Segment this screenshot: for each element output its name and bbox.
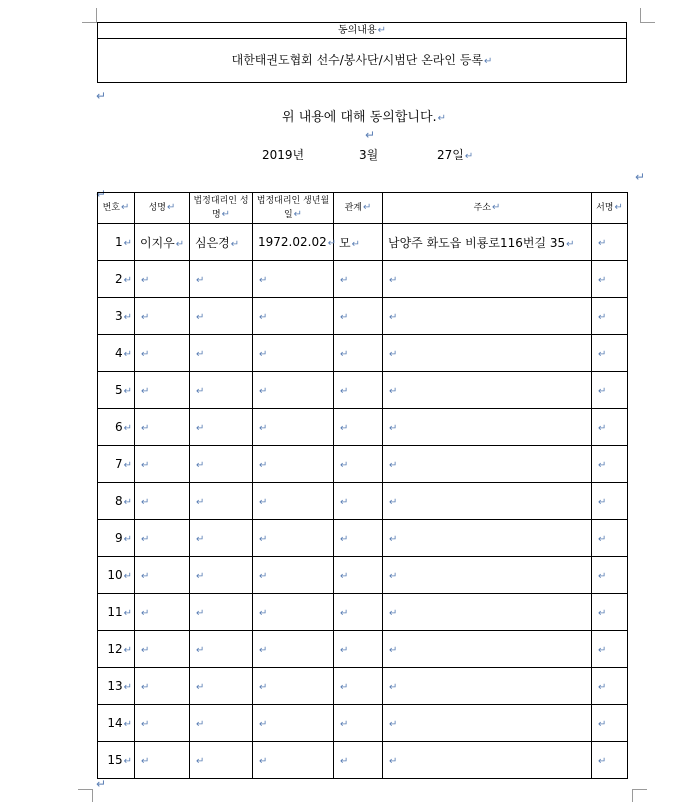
- table-row: [98, 705, 628, 742]
- cell-number: [98, 446, 135, 483]
- paragraph-mark: ↵: [196, 275, 205, 286]
- header-signature: [592, 193, 628, 224]
- page-corner-mark: [78, 789, 93, 802]
- cell-name: [135, 742, 190, 779]
- paragraph-mark: ↵: [437, 113, 447, 124]
- paragraph-mark: ↵: [259, 756, 268, 767]
- cell-text: 8: [114, 494, 123, 508]
- paragraph-mark: ↵: [598, 534, 607, 545]
- cell-guardian-birthdate: [253, 557, 334, 594]
- cell-guardian-birthdate: [253, 742, 334, 779]
- consent-header: [98, 23, 626, 39]
- paragraph-mark: ↵: [259, 312, 268, 323]
- paragraph-mark: ↵: [598, 312, 607, 323]
- cell-number: [98, 668, 135, 705]
- paragraph-mark: ↵: [259, 386, 268, 397]
- paragraph-mark: ↵: [123, 645, 132, 656]
- paragraph-mark: ↵: [340, 349, 349, 360]
- paragraph-mark: ↵: [598, 645, 607, 656]
- consent-header-text: 동의내용: [337, 25, 377, 36]
- cell-text: 11: [107, 605, 123, 619]
- agree-statement: [282, 106, 446, 125]
- paragraph-mark: ↵: [196, 719, 205, 730]
- table-row: [98, 557, 628, 594]
- paragraph-mark: ↵: [259, 349, 268, 360]
- paragraph-mark: ↵: [141, 608, 150, 619]
- paragraph-mark: ↵: [123, 534, 132, 545]
- paragraph-mark: ↵: [259, 608, 268, 619]
- cell-guardian-name: [190, 705, 253, 742]
- paragraph-mark: ↵: [123, 460, 132, 471]
- table-row: [98, 520, 628, 557]
- paragraph-mark: ↵: [365, 128, 376, 142]
- cell-name: [135, 557, 190, 594]
- paragraph-mark: ↵: [598, 275, 607, 286]
- table-row: [98, 409, 628, 446]
- paragraph-mark: ↵: [141, 645, 150, 656]
- cell-guardian-birthdate: [253, 446, 334, 483]
- cell-signature: [592, 409, 628, 446]
- paragraph-mark: ↵: [141, 349, 150, 360]
- cell-name: [135, 668, 190, 705]
- cell-signature: [592, 335, 628, 372]
- cell-guardian-birthdate: [253, 261, 334, 298]
- paragraph-mark: ↵: [377, 25, 387, 36]
- cell-guardian-birthdate: [253, 335, 334, 372]
- paragraph-mark: ↵: [96, 777, 107, 791]
- paragraph-mark: ↵: [123, 386, 132, 397]
- paragraph-mark: ↵: [293, 208, 303, 220]
- cell-name: [135, 594, 190, 631]
- cell-number: [98, 372, 135, 409]
- cell-relation: [334, 446, 383, 483]
- table-row: [98, 742, 628, 779]
- paragraph-mark: ↵: [175, 238, 185, 250]
- paragraph-mark: ↵: [259, 497, 268, 508]
- cell-relation: [334, 224, 383, 261]
- paragraph-mark: ↵: [141, 423, 150, 434]
- paragraph-mark: ↵: [196, 460, 205, 471]
- table-row: [98, 261, 628, 298]
- paragraph-mark: ↵: [141, 571, 150, 582]
- cell-number: [98, 594, 135, 631]
- table-row: [98, 668, 628, 705]
- paragraph-mark: ↵: [340, 312, 349, 323]
- paragraph-mark: ↵: [340, 423, 349, 434]
- paragraph-mark: ↵: [389, 460, 398, 471]
- cell-guardian-name: [190, 742, 253, 779]
- paragraph-mark: ↵: [598, 497, 607, 508]
- paragraph-mark: ↵: [123, 312, 132, 323]
- paragraph-mark: ↵: [389, 349, 398, 360]
- consent-body-text: 대한태권도협회 선수/봉사단/시범단 온라인 등록: [231, 53, 483, 67]
- paragraph-mark: ↵: [598, 719, 607, 730]
- paragraph-mark: ↵: [141, 682, 150, 693]
- cell-relation: [334, 742, 383, 779]
- cell-signature: [592, 483, 628, 520]
- paragraph-mark: ↵: [598, 608, 607, 619]
- paragraph-mark: ↵: [141, 312, 150, 323]
- paragraph-mark: ↵: [598, 756, 607, 767]
- table-row: [98, 483, 628, 520]
- paragraph-mark: ↵: [464, 151, 474, 162]
- paragraph-mark: ↵: [340, 275, 349, 286]
- cell-text: 7: [114, 457, 123, 471]
- cell-guardian-birthdate: [253, 631, 334, 668]
- paragraph-mark: ↵: [123, 682, 132, 693]
- paragraph-mark: ↵: [123, 349, 132, 360]
- paragraph-mark: ↵: [389, 682, 398, 693]
- cell-guardian-birthdate: [253, 705, 334, 742]
- paragraph-mark: ↵: [389, 645, 398, 656]
- cell-number: [98, 520, 135, 557]
- cell-signature: [592, 668, 628, 705]
- table-row: [98, 335, 628, 372]
- paragraph-mark: ↵: [259, 423, 268, 434]
- paragraph-mark: ↵: [389, 608, 398, 619]
- paragraph-mark: ↵: [340, 682, 349, 693]
- cell-guardian-name: [190, 409, 253, 446]
- cell-name: [135, 520, 190, 557]
- cell-number: [98, 261, 135, 298]
- cell-text: 9: [114, 531, 123, 545]
- cell-number: [98, 335, 135, 372]
- cell-text: 14: [107, 716, 123, 730]
- cell-text: 6: [114, 420, 123, 434]
- paragraph-mark: ↵: [196, 756, 205, 767]
- paragraph-mark: ↵: [123, 608, 132, 619]
- cell-text: 13: [107, 679, 123, 693]
- paragraph-mark: ↵: [196, 349, 205, 360]
- header-label: 법정대리인 성명: [193, 195, 249, 220]
- cell-signature: [592, 446, 628, 483]
- cell-text: 15: [107, 753, 123, 767]
- paragraph-mark: ↵: [259, 534, 268, 545]
- cell-guardian-name: [190, 261, 253, 298]
- cell-name: [135, 224, 190, 261]
- cell-guardian-name: [190, 335, 253, 372]
- date-month: 3월: [359, 148, 379, 162]
- cell-address: [383, 409, 592, 446]
- table-row: [98, 594, 628, 631]
- consent-box: [97, 22, 627, 83]
- paragraph-mark: ↵: [389, 312, 398, 323]
- paragraph-mark: ↵: [141, 497, 150, 508]
- cell-signature: [592, 261, 628, 298]
- cell-text: 5: [114, 383, 123, 397]
- paragraph-mark: ↵: [259, 460, 268, 471]
- cell-address: [383, 224, 592, 261]
- cell-address: [383, 335, 592, 372]
- cell-relation: [334, 372, 383, 409]
- paragraph-mark: ↵: [340, 756, 349, 767]
- cell-text: 이지우: [140, 235, 175, 250]
- cell-address: [383, 705, 592, 742]
- cell-text: 심은경: [195, 235, 230, 250]
- paragraph-mark: ↵: [141, 386, 150, 397]
- cell-text: 1: [114, 235, 123, 249]
- cell-guardian-name: [190, 298, 253, 335]
- paragraph-mark: ↵: [389, 719, 398, 730]
- cell-relation: [334, 631, 383, 668]
- registration-table: [97, 192, 628, 779]
- cell-signature: [592, 705, 628, 742]
- cell-number: [98, 742, 135, 779]
- header-label: 번호: [102, 203, 120, 213]
- header-label: 주소: [473, 203, 491, 213]
- paragraph-mark: ↵: [492, 202, 501, 213]
- cell-number: [98, 224, 135, 261]
- table-row: [98, 446, 628, 483]
- table-row: [98, 224, 628, 261]
- paragraph-mark: ↵: [598, 238, 607, 249]
- paragraph-mark: ↵: [340, 497, 349, 508]
- cell-relation: [334, 335, 383, 372]
- cell-name: [135, 705, 190, 742]
- cell-guardian-birthdate: [253, 409, 334, 446]
- paragraph-mark: ↵: [351, 238, 360, 250]
- cell-relation: [334, 668, 383, 705]
- header-address: [383, 193, 592, 224]
- paragraph-mark: ↵: [123, 238, 132, 249]
- paragraph-mark: ↵: [389, 386, 398, 397]
- cell-text: 모: [339, 235, 351, 250]
- date-day: [437, 146, 473, 163]
- table-header-row: [98, 193, 628, 224]
- paragraph-mark: ↵: [483, 56, 493, 67]
- cell-guardian-name: [190, 520, 253, 557]
- paragraph-mark: ↵: [259, 682, 268, 693]
- cell-address: [383, 261, 592, 298]
- paragraph-mark: ↵: [340, 719, 349, 730]
- cell-guardian-name: [190, 668, 253, 705]
- header-guardian-birthdate: [253, 193, 334, 224]
- cell-name: [135, 631, 190, 668]
- paragraph-mark: ↵: [340, 645, 349, 656]
- paragraph-mark: ↵: [389, 571, 398, 582]
- paragraph-mark: ↵: [96, 89, 107, 103]
- consent-body: [98, 39, 626, 83]
- cell-address: [383, 668, 592, 705]
- cell-signature: [592, 520, 628, 557]
- cell-relation: [334, 705, 383, 742]
- paragraph-mark: ↵: [327, 238, 337, 249]
- cell-text: 4: [114, 346, 123, 360]
- cell-number: [98, 298, 135, 335]
- cell-address: [383, 446, 592, 483]
- paragraph-mark: ↵: [196, 534, 205, 545]
- page-corner-mark: [640, 8, 655, 23]
- cell-guardian-birthdate: [253, 372, 334, 409]
- cell-guardian-name: [190, 224, 253, 261]
- cell-signature: [592, 224, 628, 261]
- paragraph-mark: ↵: [340, 608, 349, 619]
- header-label: 법정대리인 생년월일: [256, 195, 330, 220]
- cell-signature: [592, 372, 628, 409]
- cell-name: [135, 335, 190, 372]
- cell-address: [383, 557, 592, 594]
- header-relation: [334, 193, 383, 224]
- cell-signature: [592, 298, 628, 335]
- cell-relation: [334, 557, 383, 594]
- cell-relation: [334, 520, 383, 557]
- paragraph-mark: ↵: [196, 386, 205, 397]
- paragraph-mark: ↵: [123, 275, 132, 286]
- date-year: 2019년: [262, 148, 305, 162]
- header-label: 관계: [344, 203, 362, 213]
- paragraph-mark: ↵: [96, 187, 107, 201]
- paragraph-mark: ↵: [259, 645, 268, 656]
- paragraph-mark: ↵: [389, 756, 398, 767]
- paragraph-mark: ↵: [123, 497, 132, 508]
- cell-text: 10: [107, 568, 123, 582]
- paragraph-mark: ↵: [340, 571, 349, 582]
- header-name: [135, 193, 190, 224]
- cell-signature: [592, 742, 628, 779]
- cell-address: [383, 742, 592, 779]
- cell-guardian-name: [190, 483, 253, 520]
- page-corner-mark: [82, 8, 97, 23]
- table-row: [98, 298, 628, 335]
- cell-signature: [592, 557, 628, 594]
- cell-number: [98, 409, 135, 446]
- cell-text: 남양주 화도읍 비룡로116번길 35: [388, 235, 566, 250]
- paragraph-mark: ↵: [340, 460, 349, 471]
- cell-name: [135, 483, 190, 520]
- cell-relation: [334, 298, 383, 335]
- header-guardian-name: [190, 193, 253, 224]
- cell-address: [383, 298, 592, 335]
- cell-address: [383, 631, 592, 668]
- cell-guardian-name: [190, 557, 253, 594]
- cell-text: 2: [114, 272, 123, 286]
- header-label: 서명: [596, 203, 614, 213]
- paragraph-mark: ↵: [141, 275, 150, 286]
- paragraph-mark: ↵: [340, 386, 349, 397]
- cell-guardian-birthdate: [253, 520, 334, 557]
- paragraph-mark: ↵: [389, 423, 398, 434]
- paragraph-mark: ↵: [121, 202, 130, 213]
- paragraph-mark: ↵: [221, 208, 231, 220]
- paragraph-mark: ↵: [598, 386, 607, 397]
- paragraph-mark: ↵: [196, 608, 205, 619]
- cell-guardian-name: [190, 372, 253, 409]
- cell-address: [383, 372, 592, 409]
- paragraph-mark: ↵: [123, 423, 132, 434]
- paragraph-mark: ↵: [389, 534, 398, 545]
- paragraph-mark: ↵: [196, 497, 205, 508]
- paragraph-mark: ↵: [363, 202, 372, 213]
- paragraph-mark: ↵: [389, 275, 398, 286]
- cell-text: 3: [114, 309, 123, 323]
- paragraph-mark: ↵: [259, 571, 268, 582]
- cell-guardian-name: [190, 446, 253, 483]
- cell-guardian-birthdate: [253, 483, 334, 520]
- paragraph-mark: ↵: [123, 571, 132, 582]
- paragraph-mark: ↵: [340, 534, 349, 545]
- paragraph-mark: ↵: [141, 534, 150, 545]
- cell-relation: [334, 261, 383, 298]
- paragraph-mark: ↵: [598, 423, 607, 434]
- cell-text: 1972.02.02: [258, 235, 327, 249]
- cell-name: [135, 298, 190, 335]
- paragraph-mark: ↵: [196, 645, 205, 656]
- paragraph-mark: ↵: [123, 756, 132, 767]
- agree-text: 위 내용에 대해 동의합니다.: [282, 110, 437, 125]
- cell-signature: [592, 594, 628, 631]
- cell-relation: [334, 594, 383, 631]
- cell-relation: [334, 483, 383, 520]
- cell-number: [98, 631, 135, 668]
- paragraph-mark: ↵: [167, 202, 176, 213]
- paragraph-mark: ↵: [598, 460, 607, 471]
- paragraph-mark: ↵: [196, 312, 205, 323]
- cell-number: [98, 557, 135, 594]
- table-body: [98, 224, 628, 779]
- cell-name: [135, 409, 190, 446]
- table-row: [98, 631, 628, 668]
- cell-address: [383, 483, 592, 520]
- paragraph-mark: ↵: [196, 682, 205, 693]
- cell-number: [98, 705, 135, 742]
- paragraph-mark: ↵: [141, 756, 150, 767]
- paragraph-mark: ↵: [196, 423, 205, 434]
- cell-name: [135, 261, 190, 298]
- paragraph-mark: ↵: [141, 460, 150, 471]
- date-day-text: 27일: [437, 148, 464, 162]
- paragraph-mark: ↵: [123, 719, 132, 730]
- paragraph-mark: ↵: [614, 202, 623, 213]
- cell-guardian-birthdate: [253, 224, 337, 261]
- header-label: 성명: [148, 203, 166, 213]
- header-number: [98, 193, 135, 224]
- cell-relation: [334, 409, 383, 446]
- cell-address: [383, 520, 592, 557]
- cell-guardian-birthdate: [253, 298, 334, 335]
- paragraph-mark: ↵: [141, 719, 150, 730]
- cell-number: [98, 483, 135, 520]
- cell-name: [135, 372, 190, 409]
- paragraph-mark: ↵: [598, 682, 607, 693]
- paragraph-mark: ↵: [635, 170, 646, 184]
- cell-signature: [592, 631, 628, 668]
- page-corner-mark: [632, 789, 647, 802]
- paragraph-mark: ↵: [389, 497, 398, 508]
- paragraph-mark: ↵: [196, 571, 205, 582]
- cell-text: 12: [107, 642, 123, 656]
- cell-address: [383, 594, 592, 631]
- cell-name: [135, 446, 190, 483]
- cell-guardian-name: [190, 631, 253, 668]
- paragraph-mark: ↵: [230, 238, 240, 250]
- cell-guardian-name: [190, 594, 253, 631]
- paragraph-mark: ↵: [598, 349, 607, 360]
- cell-guardian-birthdate: [253, 594, 334, 631]
- paragraph-mark: ↵: [566, 238, 575, 250]
- paragraph-mark: ↵: [598, 571, 607, 582]
- paragraph-mark: ↵: [259, 719, 268, 730]
- table-row: [98, 372, 628, 409]
- paragraph-mark: ↵: [259, 275, 268, 286]
- cell-guardian-birthdate: [253, 668, 334, 705]
